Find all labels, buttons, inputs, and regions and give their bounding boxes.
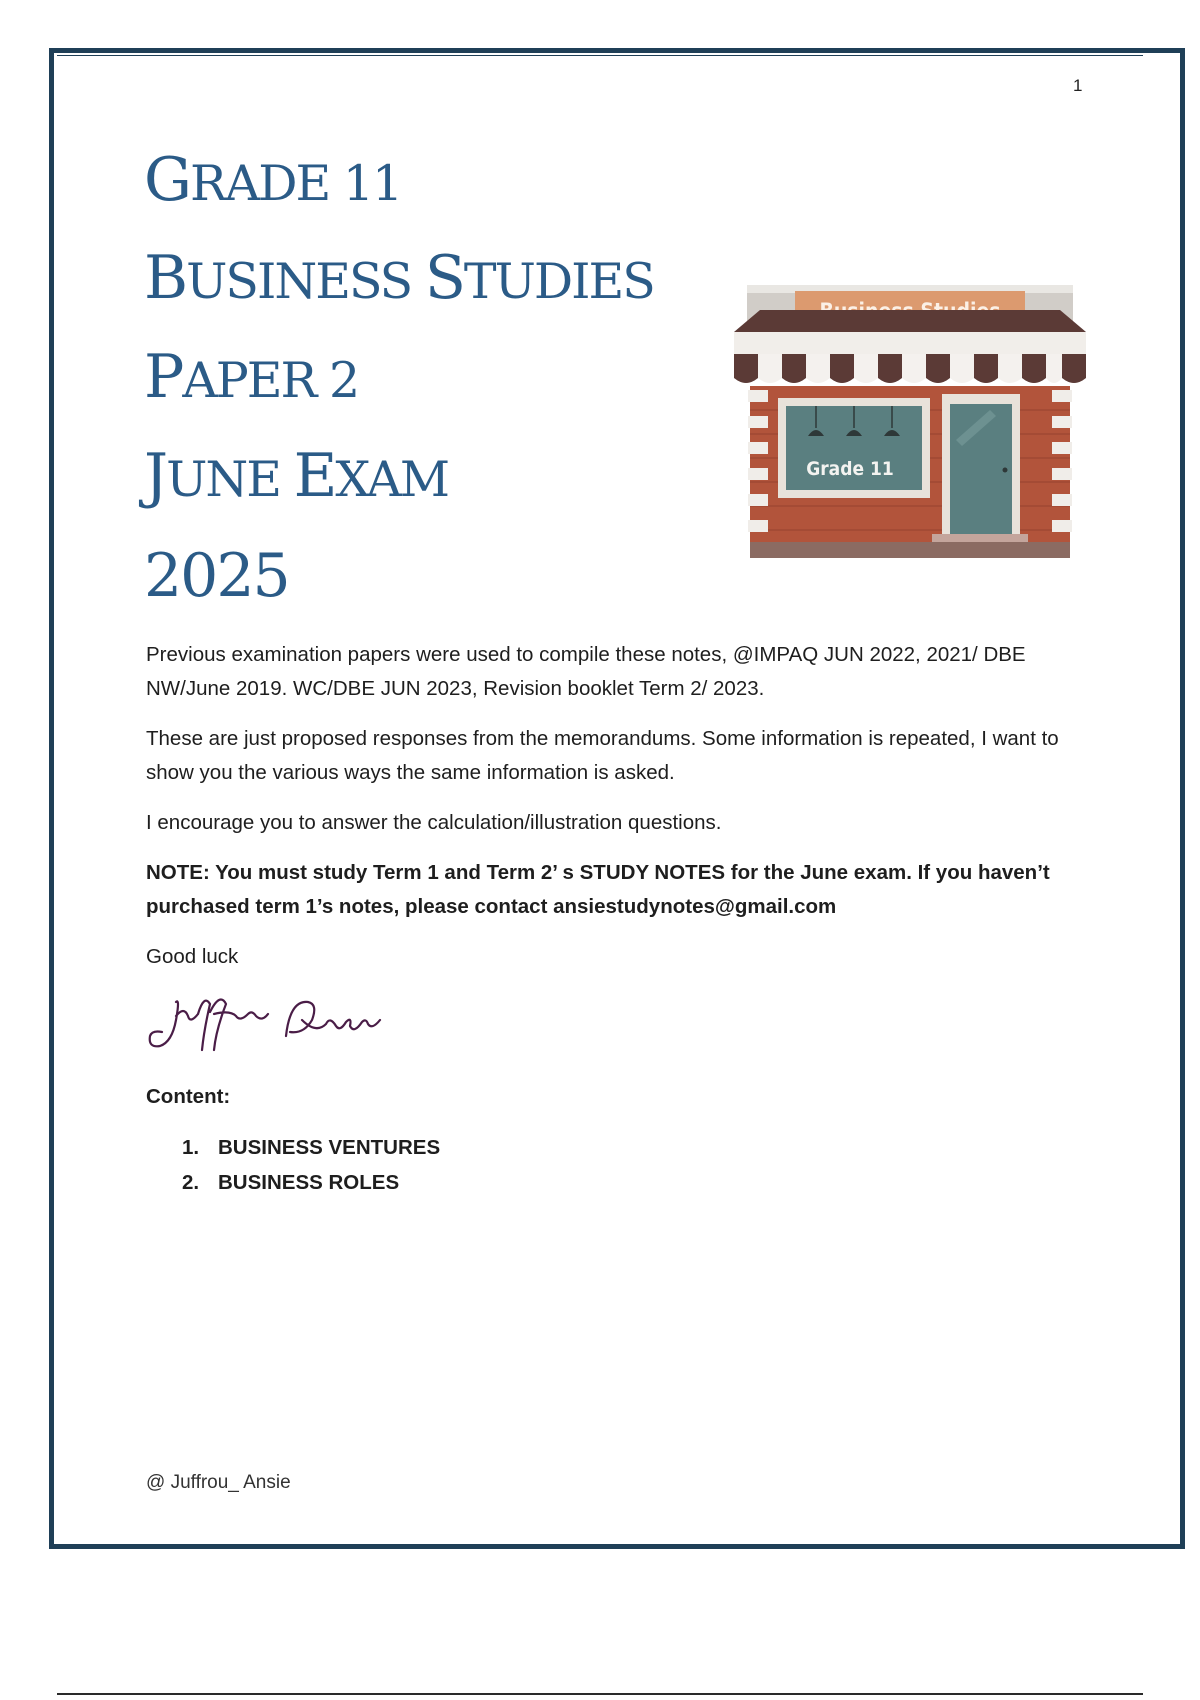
title-grade: GRADE 11 (144, 145, 402, 215)
list-item: 2. BUSINESS ROLES (182, 1171, 400, 1194)
bottom-rule (57, 1693, 1143, 1695)
shop-window-text: Grade 11 (806, 458, 894, 480)
intro-note: NOTE: You must study Term 1 and Term 2’ s STUDY NOTES for the June exam. If you haven’t purchased term 1’s notes, please contact ansiestudynotes@gmail.com (146, 861, 1050, 918)
list-item: 1. BUSINESS VENTURES (182, 1136, 441, 1159)
intro-proposed: These are just proposed responses from the memorandums. Some information is repeated, I want to show you the various ways the same information is asked. (146, 727, 1059, 784)
content-heading: Content: (146, 1085, 231, 1108)
intro-encourage: I encourage you to answer the calculation/illustration questions. (146, 811, 722, 834)
content-list (182, 1130, 440, 1200)
good-luck: Good luck (146, 945, 239, 968)
top-rule (57, 55, 1143, 56)
awning (734, 310, 1086, 383)
footer-handle: @ Juffrou_ Ansie (146, 1472, 291, 1493)
title-subject: BUSINESS STUDIES (144, 243, 654, 313)
title-paper: PAPER 2 (144, 342, 359, 412)
intro-sources: Previous examination papers were used to compile these notes, @IMPAQ JUN 2022, 2021/ DBE NW/June 2019. WC/DBE JUN 2023, Revision booklet Term 2/ 2023. (146, 643, 1026, 700)
title-year: 2025 (144, 541, 289, 611)
signature (140, 990, 390, 1060)
page-number: 1 (1073, 76, 1083, 95)
shop-illustration (720, 270, 1100, 580)
title-exam: JUNE EXAM (144, 441, 449, 511)
